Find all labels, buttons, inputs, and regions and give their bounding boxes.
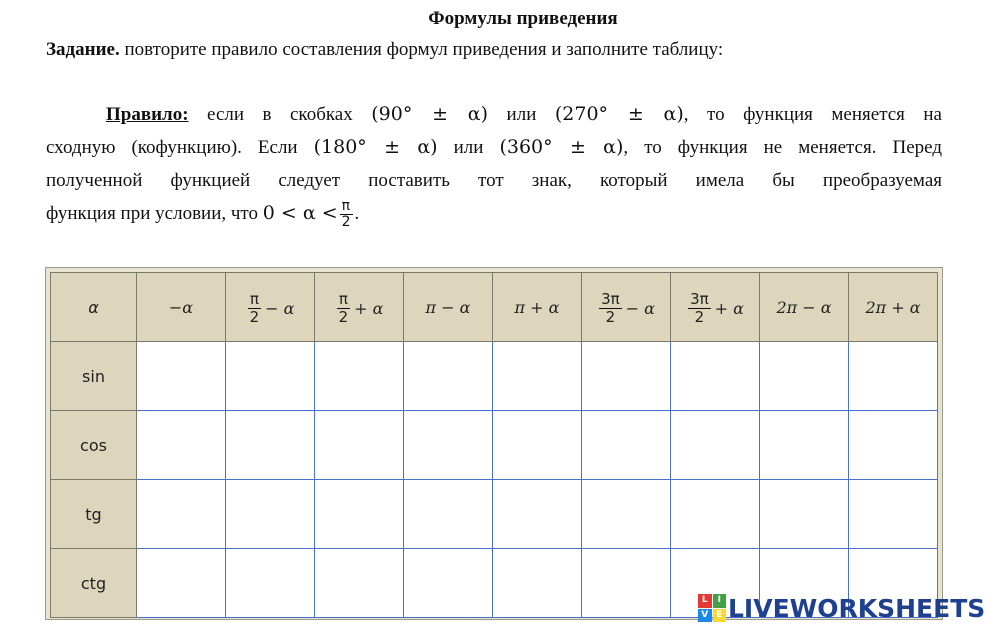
answer-cell[interactable] [315, 342, 404, 411]
fraction [248, 291, 262, 326]
fraction-numerator: 3π [601, 289, 620, 308]
column-header-expression [776, 298, 831, 317]
column-header-expression [686, 291, 744, 326]
answer-cell[interactable] [582, 480, 671, 549]
answer-cell[interactable] [315, 480, 404, 549]
column-header-expression [865, 298, 920, 317]
answer-cell[interactable] [137, 480, 226, 549]
fraction-denominator: 2 [338, 307, 349, 326]
task-label: Задание. [46, 39, 120, 60]
row-header-cos: cos [51, 411, 137, 480]
rule-line-2 [46, 131, 942, 164]
column-header-expression [169, 298, 193, 317]
column-header-expression [335, 291, 384, 326]
fraction-denominator: 2 [249, 307, 260, 326]
answer-cell[interactable] [493, 549, 582, 618]
answer-cell[interactable] [404, 549, 493, 618]
task-text [46, 39, 723, 61]
rule-text: или [437, 137, 500, 158]
rule-line-1 [46, 98, 942, 131]
expression-tail: − α [625, 298, 655, 318]
answer-cell[interactable] [404, 342, 493, 411]
logo-tile: E [713, 609, 727, 623]
column-header [137, 273, 226, 342]
answer-cell[interactable] [671, 480, 760, 549]
task-body: повторите правило составления формул приведения и заполните таблицу: [119, 39, 724, 60]
expression-text: π − α [425, 297, 471, 317]
answer-cell[interactable] [671, 342, 760, 411]
answer-cell[interactable] [137, 342, 226, 411]
answer-cell[interactable] [493, 411, 582, 480]
fraction [688, 291, 711, 326]
page-title: Формулы приведения [428, 8, 618, 29]
answer-cell[interactable] [760, 480, 849, 549]
answer-cell[interactable] [226, 411, 315, 480]
answer-cell[interactable] [404, 480, 493, 549]
column-header [315, 273, 404, 342]
logo-icon [698, 594, 726, 622]
row-header-ctg: ctg [51, 549, 137, 618]
answer-cell[interactable] [493, 480, 582, 549]
fraction-numerator: π [340, 199, 353, 215]
rule-text: сходную (кофункцию). Если [46, 137, 314, 158]
alpha-symbol: α [88, 297, 99, 317]
rule-text: . [354, 203, 360, 224]
column-header-expression [515, 298, 560, 317]
answer-cell[interactable] [849, 411, 938, 480]
column-header [404, 273, 493, 342]
math-expression: (90° ± α) [371, 103, 489, 125]
answer-cell[interactable] [760, 342, 849, 411]
logo-tile: V [698, 609, 712, 623]
expression-text: 2π + α [865, 297, 921, 317]
expression-text: 2π − α [776, 297, 832, 317]
answer-cell[interactable] [137, 411, 226, 480]
answer-cell[interactable] [315, 411, 404, 480]
column-header [760, 273, 849, 342]
column-header [582, 273, 671, 342]
rule-text: или [488, 104, 555, 125]
answer-cell[interactable] [493, 342, 582, 411]
row-header-tg: tg [51, 480, 137, 549]
answer-cell[interactable] [760, 411, 849, 480]
answer-cell[interactable] [582, 342, 671, 411]
row-header-sin: sin [51, 342, 137, 411]
fraction-denominator: 2 [341, 214, 351, 231]
fraction [337, 291, 351, 326]
fraction-numerator: 3π [690, 289, 709, 308]
expression-text: π + α [514, 297, 560, 317]
expression-tail: + α [714, 298, 744, 318]
column-header [493, 273, 582, 342]
answer-cell[interactable] [582, 411, 671, 480]
rule-line-3: полученной функцией следует поставить тот знак, который имела бы преобразуемая [46, 170, 942, 191]
answer-cell[interactable] [671, 411, 760, 480]
column-header-expression [246, 291, 295, 326]
math-expression: (270° ± α) [554, 103, 684, 125]
fraction [340, 199, 353, 230]
rule-paragraph [46, 98, 942, 230]
logo-tile: I [713, 594, 727, 608]
answer-cell[interactable] [849, 480, 938, 549]
reduction-table-frame [45, 267, 943, 620]
fraction-numerator: π [248, 291, 262, 309]
rule-text: функция при условии, что [46, 203, 263, 224]
table-row [51, 342, 938, 411]
answer-cell[interactable] [582, 549, 671, 618]
reduction-table [50, 272, 938, 618]
table-corner-header [51, 273, 137, 342]
expression-tail: + α [354, 298, 384, 318]
column-header-expression [597, 291, 655, 326]
fraction-denominator: 2 [694, 307, 705, 326]
column-header-expression [426, 298, 471, 317]
answer-cell[interactable] [226, 342, 315, 411]
rule-text: , то функция не меняется. Перед [623, 137, 942, 158]
expression-tail: − α [265, 298, 295, 318]
fraction-denominator: 2 [605, 307, 616, 326]
expression-text: −α [168, 297, 194, 317]
answer-cell[interactable] [849, 342, 938, 411]
rule-label: Правило: [106, 104, 189, 125]
table-row [51, 411, 938, 480]
math-expression: (360° ± α) [499, 136, 624, 158]
logo-text: LIVEWORKSHEETS [728, 593, 986, 623]
answer-cell[interactable] [137, 549, 226, 618]
rule-line-4 [46, 197, 942, 230]
answer-cell[interactable] [404, 411, 493, 480]
rule-text: , то функция меняется на [683, 104, 942, 125]
fraction [599, 291, 622, 326]
answer-cell[interactable] [226, 549, 315, 618]
rule-text: если в скобках [207, 104, 372, 125]
column-header [849, 273, 938, 342]
liveworksheets-logo [698, 594, 985, 622]
answer-cell[interactable] [226, 480, 315, 549]
column-header [226, 273, 315, 342]
answer-cell[interactable] [315, 549, 404, 618]
math-expression: (180° ± α) [313, 136, 438, 158]
fraction-numerator: π [337, 291, 351, 309]
math-condition: 0 < α < [262, 202, 338, 224]
table-row [51, 480, 938, 549]
logo-tile: L [698, 594, 712, 608]
column-header [671, 273, 760, 342]
